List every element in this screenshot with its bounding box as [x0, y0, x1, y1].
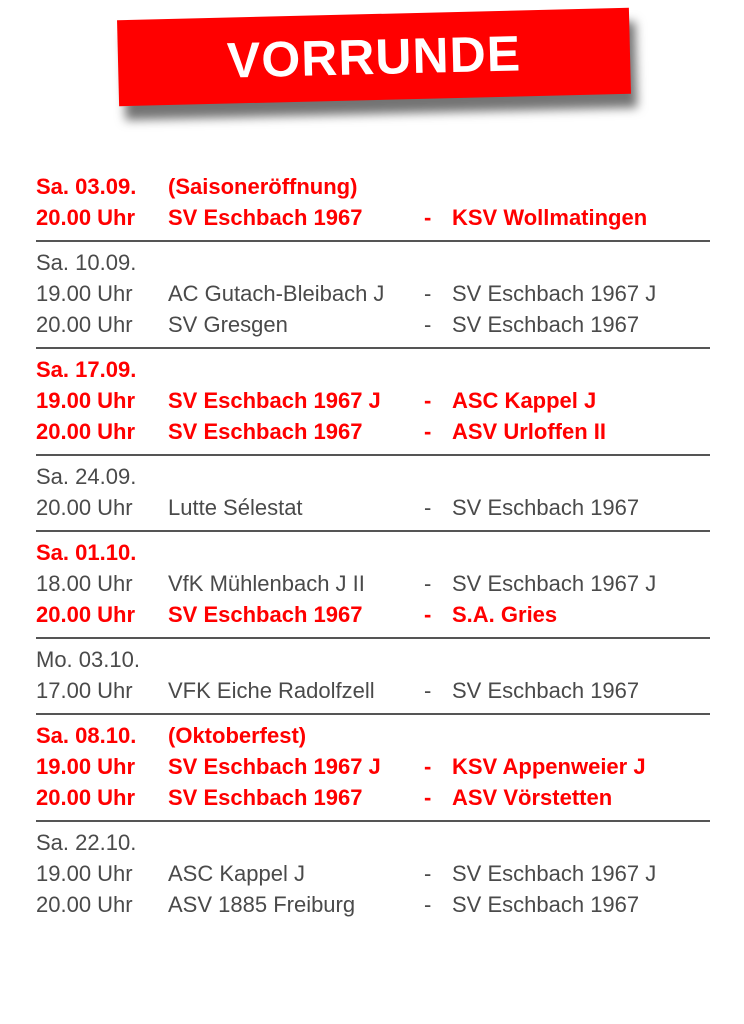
- match-date: Sa. 10.09.: [36, 250, 137, 275]
- match-day-block: [36, 349, 710, 454]
- vs-separator: -: [424, 388, 432, 413]
- vs-separator: -: [424, 892, 432, 917]
- match-row: [36, 416, 710, 447]
- match-row: [36, 202, 710, 233]
- vs-separator: -: [424, 312, 432, 337]
- match-time: 20.00 Uhr: [36, 495, 133, 520]
- home-team: SV Eschbach 1967: [168, 205, 363, 230]
- match-day-block: [36, 242, 710, 347]
- match-time: 20.00 Uhr: [36, 312, 133, 337]
- header-banner: [118, 14, 630, 100]
- schedule-list: [36, 166, 710, 927]
- match-time: 20.00 Uhr: [36, 205, 136, 230]
- match-day-header: [36, 247, 710, 278]
- match-time: 19.00 Uhr: [36, 754, 136, 779]
- match-time: 20.00 Uhr: [36, 419, 136, 444]
- home-team: Lutte Sélestat: [168, 495, 303, 520]
- match-row: [36, 492, 710, 523]
- home-team: SV Gresgen: [168, 312, 288, 337]
- home-team: SV Eschbach 1967 J: [168, 388, 381, 413]
- vs-separator: -: [424, 754, 432, 779]
- away-team: SV Eschbach 1967: [452, 495, 640, 520]
- match-day-block: [36, 532, 710, 637]
- match-day-header: [36, 827, 710, 858]
- match-time: 19.00 Uhr: [36, 388, 136, 413]
- vs-separator: -: [424, 205, 432, 230]
- home-team: SV Eschbach 1967: [168, 419, 363, 444]
- away-team: ASV Vörstetten: [452, 785, 613, 810]
- away-team: S.A. Gries: [452, 602, 558, 627]
- home-team: VFK Eiche Radolfzell: [168, 678, 375, 703]
- match-day-block: [36, 456, 710, 530]
- away-team: KSV Wollmatingen: [452, 205, 648, 230]
- vs-separator: -: [424, 419, 432, 444]
- match-day-header: [36, 537, 710, 568]
- match-day-block: [36, 639, 710, 713]
- home-team: SV Eschbach 1967 J: [168, 754, 381, 779]
- banner-red-band: [117, 8, 631, 106]
- away-team: SV Eschbach 1967 J: [452, 861, 657, 886]
- match-day-block: [36, 166, 710, 240]
- match-row: [36, 889, 710, 920]
- match-day-note: (Saisoneröffnung): [168, 174, 358, 199]
- away-team: SV Eschbach 1967: [452, 678, 640, 703]
- away-team: ASC Kappel J: [452, 388, 597, 413]
- match-date: Sa. 24.09.: [36, 464, 137, 489]
- vs-separator: -: [424, 495, 432, 520]
- match-row: [36, 309, 710, 340]
- match-time: 18.00 Uhr: [36, 571, 133, 596]
- away-team: SV Eschbach 1967: [452, 892, 640, 917]
- home-team: ASC Kappel J: [168, 861, 305, 886]
- vs-separator: -: [424, 602, 432, 627]
- page-title: VORRUNDE: [226, 25, 522, 89]
- match-day-header: [36, 720, 710, 751]
- vs-separator: -: [424, 861, 432, 886]
- match-row: [36, 385, 710, 416]
- away-team: SV Eschbach 1967: [452, 312, 640, 337]
- match-time: 20.00 Uhr: [36, 785, 136, 810]
- match-date: Mo. 03.10.: [36, 647, 140, 672]
- match-date: Sa. 01.10.: [36, 540, 137, 565]
- match-day-note: (Oktoberfest): [168, 723, 307, 748]
- home-team: AC Gutach-Bleibach J: [168, 281, 385, 306]
- match-time: 20.00 Uhr: [36, 602, 136, 627]
- vs-separator: -: [424, 678, 432, 703]
- vs-separator: -: [424, 281, 432, 306]
- match-row: [36, 278, 710, 309]
- vs-separator: -: [424, 571, 432, 596]
- match-row: [36, 675, 710, 706]
- match-time: 20.00 Uhr: [36, 892, 133, 917]
- match-date: Sa. 08.10.: [36, 723, 137, 748]
- match-row: [36, 751, 710, 782]
- match-row: [36, 568, 710, 599]
- home-team: SV Eschbach 1967: [168, 785, 363, 810]
- match-row: [36, 599, 710, 630]
- match-day-header: [36, 354, 710, 385]
- match-day-header: [36, 644, 710, 675]
- match-date: Sa. 22.10.: [36, 830, 137, 855]
- match-day-block: [36, 715, 710, 820]
- home-team: VfK Mühlenbach J II: [168, 571, 365, 596]
- match-row: [36, 782, 710, 813]
- home-team: ASV 1885 Freiburg: [168, 892, 356, 917]
- match-time: 19.00 Uhr: [36, 861, 133, 886]
- match-day-header: [36, 171, 710, 202]
- match-day-block: [36, 822, 710, 927]
- match-day-header: [36, 461, 710, 492]
- away-team: SV Eschbach 1967 J: [452, 571, 657, 596]
- vs-separator: -: [424, 785, 432, 810]
- home-team: SV Eschbach 1967: [168, 602, 363, 627]
- match-date: Sa. 17.09.: [36, 357, 137, 382]
- away-team: SV Eschbach 1967 J: [452, 281, 657, 306]
- match-time: 19.00 Uhr: [36, 281, 133, 306]
- match-date: Sa. 03.09.: [36, 174, 137, 199]
- match-time: 17.00 Uhr: [36, 678, 133, 703]
- match-row: [36, 858, 710, 889]
- away-team: ASV Urloffen II: [452, 419, 607, 444]
- away-team: KSV Appenweier J: [452, 754, 646, 779]
